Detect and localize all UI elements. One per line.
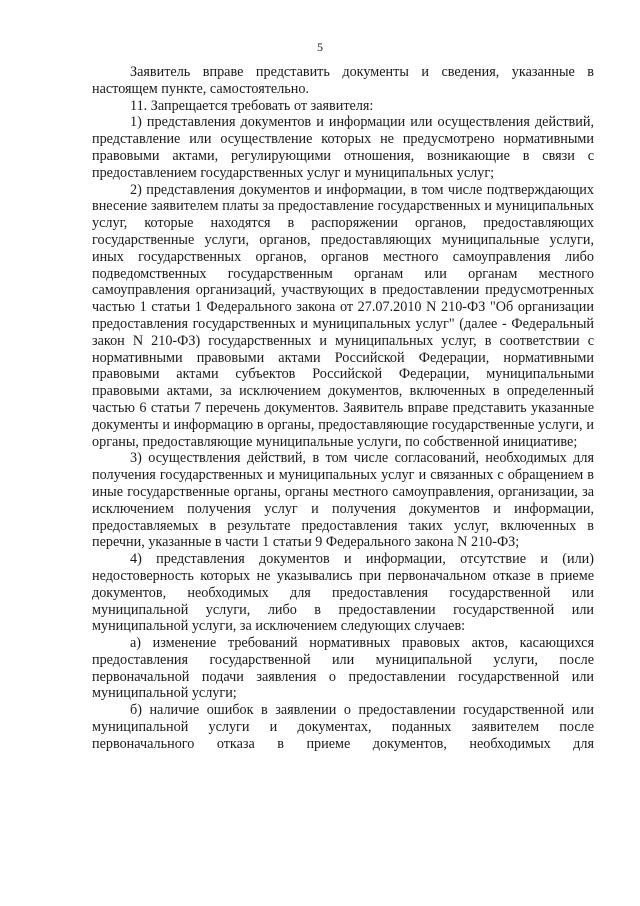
paragraph-item-4: 4) представления документов и информации, отсутствие и (или) недостоверность которых не указывались при первоначальном отказе в приеме документов, необходимых для предоставления государственной или муниципальной услуги, либо в предоставлении государственной или муниципальной услуги, за исключением следующих случаев:: [92, 551, 594, 635]
paragraph-item-3: 3) осуществления действий, в том числе согласований, необходимых для получения государственных и муниципальных услуг и связанных с обращением в иные государственные органы, органы местного самоуправления, организации, за исключением получения услуг и получения документов и информации, предоставляемых в результате предоставления таких услуг, включенных в перечни, указанные в части 1 статьи 9 Федерального закона N 210-ФЗ;: [92, 450, 594, 551]
page-number: 5: [317, 40, 323, 54]
paragraph-subitem-b: б) наличие ошибок в заявлении о предоставлении государственной или муниципальной услуги и документах, поданных заявителем после первоначального отказа в приеме документов, необходимых для: [92, 702, 594, 752]
document-body: [92, 64, 594, 753]
paragraph-item-1: 1) представления документов и информации или осуществления действий, представление или осуществление которых не предусмотрено нормативными правовыми актами, регулирующими отношения, возникающие в связи с предоставлением государственных услуг и муниципальных услуг;: [92, 114, 594, 181]
paragraph-clause-11-heading: 11. Запрещается требовать от заявителя:: [130, 97, 374, 114]
paragraph-item-2: 2) представления документов и информации, в том числе подтверждающих внесение заявителем платы за предоставление государственных и муниципальных услуг, которые находятся в распоряжении органов, предоставляющих государственные услуги, органов, предоставляющих муниципальные услуги, иных государственных органов, органов местного самоуправления либо подведомственных государственным органам или органам местного самоуправления организаций, участвующих в предоставлении предусмотренных частью 1 статьи 1 Федерального закона от 27.07.2010 N 210-ФЗ "Об организации предоставления государственных и муниципальных услуг" (далее - Федеральный закон N 210-ФЗ) государственных и муниципальных услуг, в соответствии с нормативными правовыми актами Российской Федерации, нормативными правовыми актами субъектов Российской Федерации, муниципальными правовыми актами, за исключением документов, включенных в определенный частью 6 статьи 7 перечень документов. Заявитель вправе представить указанные документы и информацию в органы, предоставляющие государственные услуги, и органы, предоставляющие муниципальные услуги, по собственной инициативе;: [92, 181, 594, 450]
paragraph-documents-self-submit: Заявитель вправе представить документы и сведения, указанные в настоящем пункте, самостоятельно.: [92, 64, 594, 97]
paragraph-subitem-a: а) изменение требований нормативных правовых актов, касающихся предоставления государственной или муниципальной услуги, после первоначальной подачи заявления о предоставлении государственной или муниципальной услуги;: [92, 635, 594, 702]
